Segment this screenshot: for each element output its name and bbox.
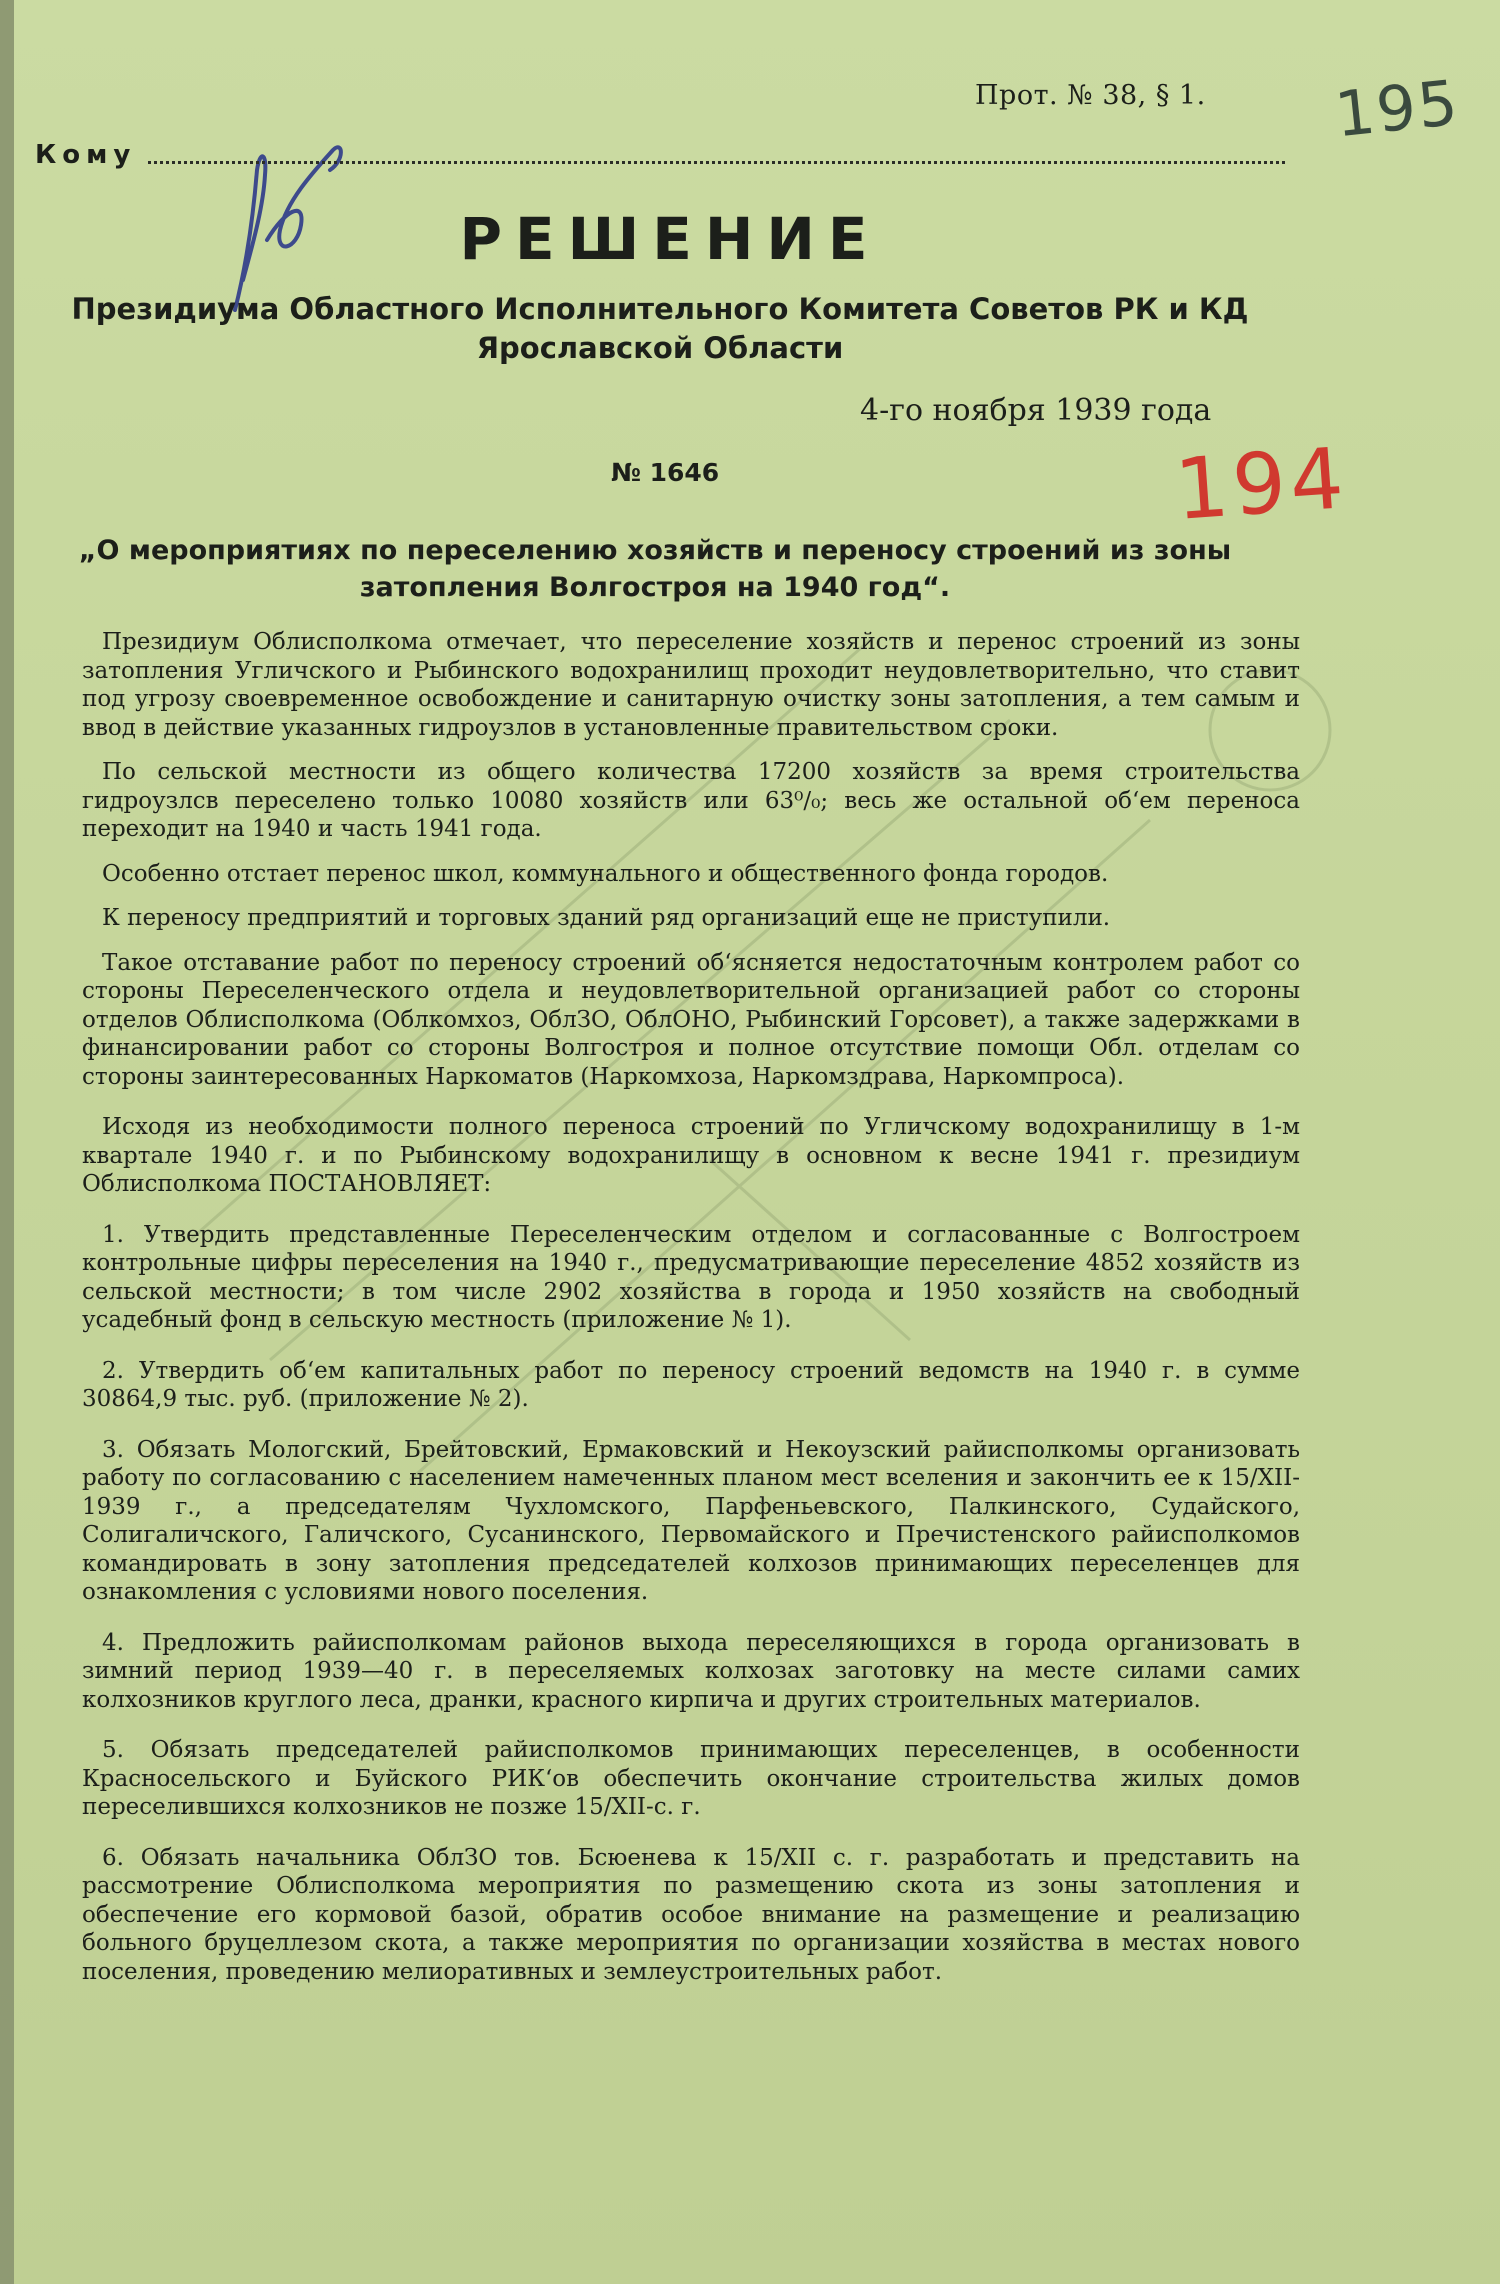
paragraph-item-5: 5. Обязать председателей райисполкомов принимающих переселенцев, в особенности Красносельского и Буйского РИК‘ов обеспечить окончание строительства жилых домов переселившихся колхозников не позже 15/XII-с. г. (82, 1737, 1300, 1820)
paragraph-schools: Особенно отстает перенос школ, коммунального и общественного фонда городов. (102, 860, 1109, 887)
addressee-line (148, 161, 1285, 164)
issuing-body (60, 290, 1260, 368)
paragraph-reasons: Такое отставание работ по переносу строений об‘ясняется недостаточным контролем работ со стороны Переселенческого отдела и неудовлетворительной организацией работ со стороны отделов Облисполкома (Облкомхоз, ОблЗО, ОблОНО, Рыбинский Горсовет), а также задержками в финансировании работ со стороны Волгостроя и полное отсутствие помощи Обл. отделам со стороны заинтересованных Наркоматов (Наркомхоза, Наркомздрава, Наркомпроса). (82, 949, 1300, 1090)
paragraph-intro: Президиум Облисполкома отмечает, что переселение хозяйств и перенос строений из зоны затопления Угличского и Рыбинского водохранилищ проходит неудовлетворительно, что ставит под угрозу своевременное освобождение и санитарную очистку зоны затопления, а тем самым и ввод в действие указанных гидроузлов в установленные правительством сроки. (82, 629, 1300, 741)
handwritten-red-number: 194 (1171, 429, 1351, 539)
decision-heading (60, 532, 1250, 606)
paragraph-item-6: 6. Обязать начальника ОблЗО тов. Бсюенева к 15/XII с. г. разработать и представить на рассмотрение Облисполкома мероприятия по размещению скота из зоны затопления и обеспечение его кормовой базой, обратив особое внимание на размещение и реализацию больного бруцеллезом скота, а также мероприятия по организации хозяйства в местах нового поселения, проведению мелиоративных и землеустроительных работ. (82, 1844, 1300, 1985)
paragraph-item-3: 3. Обязать Мологский, Брейтовский, Ермаковский и Некоузский райисполкомы организовать работу по согласованию с населением намеченных планом мест вселения и закончить ее к 15/XII-1939 г., а председателям Чухломского, Парфеньевского, Палкинского, Судайского, Солигаличского, Галичского, Сусанинского, Первомайского и Пречистенского райисполкомов командировать в зону затопления председателей колхозов принимающих переселенцев для ознакомления с условиями нового поселения. (82, 1436, 1300, 1605)
addressee-row (35, 140, 1285, 170)
handwritten-sheet-number: 195 (1331, 65, 1463, 152)
document-title: РЕШЕНИЕ (459, 205, 881, 273)
heading-line: „О мероприятиях по переселению хозяйств и переносу строений из зоны (78, 535, 1232, 566)
paragraph-item-1: 1. Утвердить представленные Переселенческим отделом и согласованные с Волгостроем контрольные цифры переселения на 1940 г., предусматривающие переселение 4852 хозяйств из сельской местности; в том числе 2902 хозяйства в города и 1950 хозяйств на свободный усадебный фонд в сельскую местность (приложение № 1). (82, 1221, 1300, 1333)
document-number: № 1646 (610, 458, 720, 487)
issuing-body-line: Ярославской Области (476, 331, 844, 365)
addressee-label: Кому (35, 140, 137, 170)
issuing-body-line: Президиума Областного Исполнительного Комитета Советов РК и КД (71, 292, 1249, 326)
paragraph-enterprises: К переносу предприятий и торговых зданий ряд организаций еще не приступили. (102, 905, 1111, 931)
heading-line: затопления Волгостроя на 1940 год“. (359, 572, 951, 603)
document-body (82, 628, 1300, 2002)
protocol-reference: Прот. № 38, § 1. (975, 80, 1206, 111)
page-edge (0, 0, 14, 2284)
paragraph-statistics: По сельской местности из общего количества 17200 хозяйств за время строительства гидроузлсв переселено только 10080 хозяйств или 63⁰/₀; весь же остальной об‘ем переноса переходит на 1940 и часть 1941 года. (82, 759, 1300, 842)
paragraph-item-2: 2. Утвердить об‘ем капитальных работ по переносу строений ведомств на 1940 г. в сумме 30864,9 тыс. руб. (приложение № 2). (82, 1357, 1300, 1412)
paragraph-resolution: Исходя из необходимости полного переноса строений по Угличскому водохранилищу в 1-м квартале 1940 г. и по Рыбинскому водохранилищу в основном к весне 1941 г. президиум Облисполкома ПОСТАНОВЛЯЕТ: (82, 1114, 1300, 1197)
paragraph-item-4: 4. Предложить райисполкомам районов выхода переселяющихся в города организовать в зимний период 1939—40 г. в переселяемых колхозах заготовку на месте силами самих колхозников круглого леса, дранки, красного кирпича и других строительных материалов. (82, 1629, 1300, 1713)
document-date: 4-го ноября 1939 года (860, 393, 1212, 428)
